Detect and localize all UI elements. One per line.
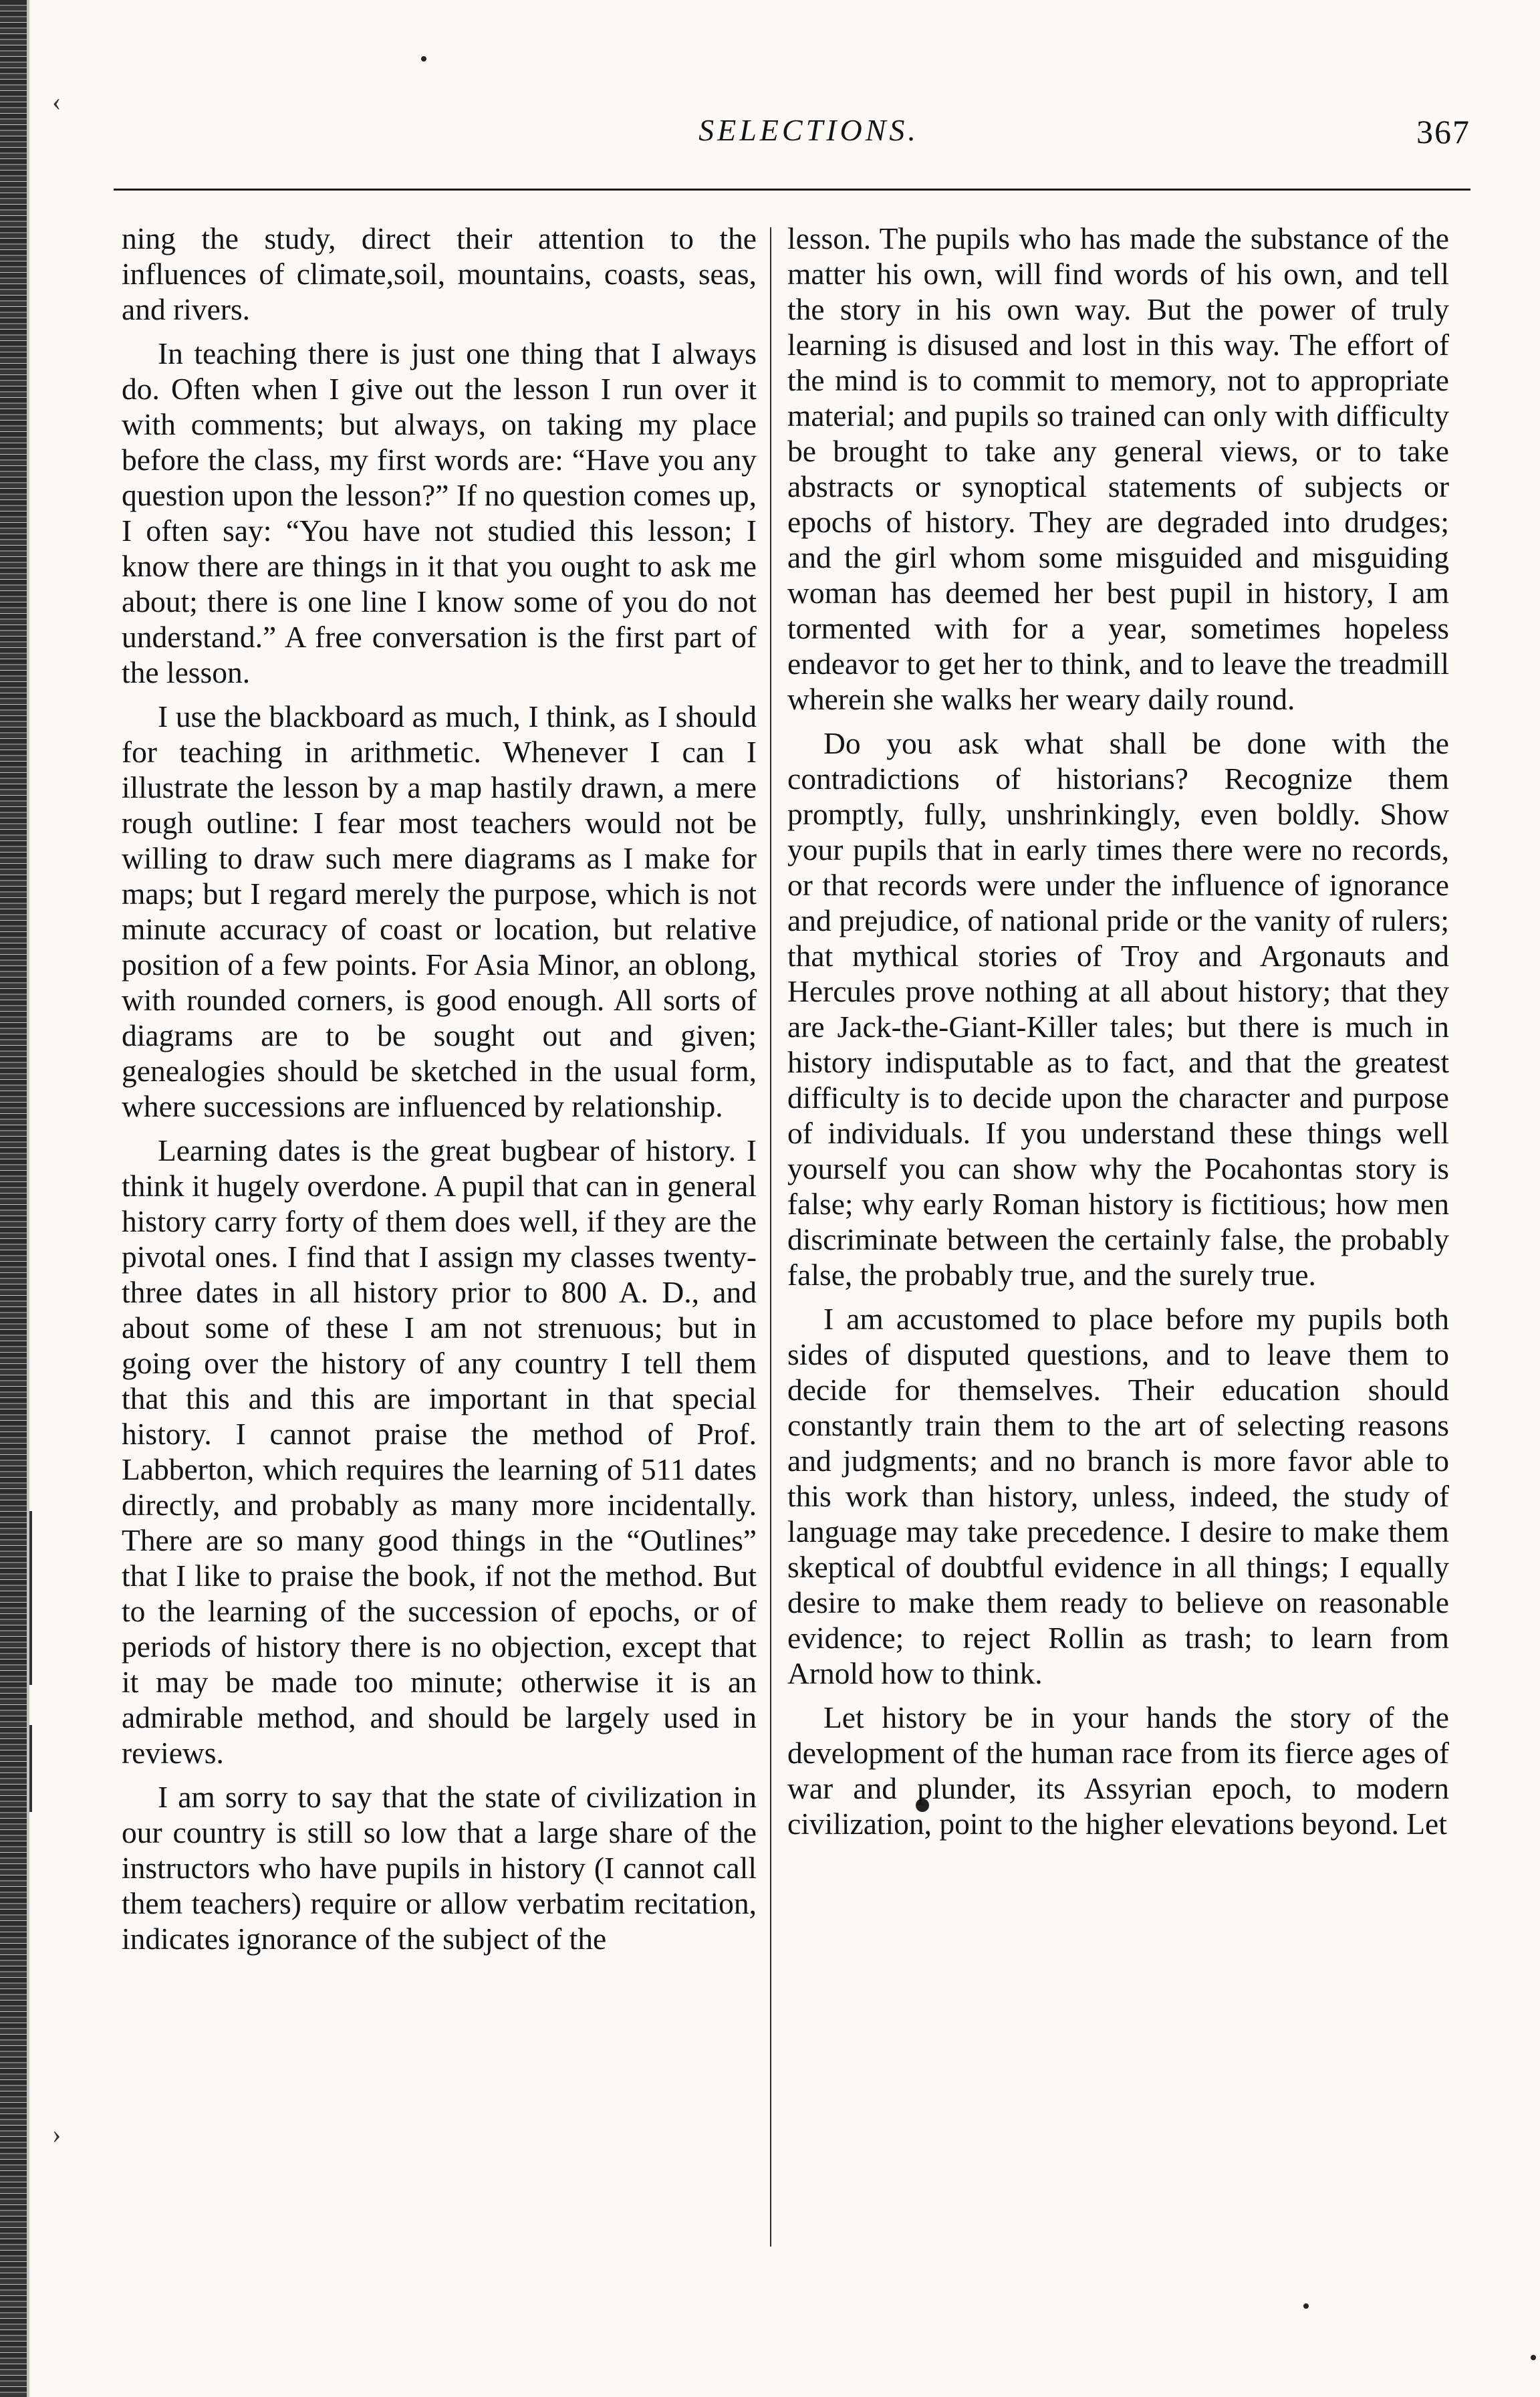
paragraph: In teaching there is just one thing that I always do. Often when I give out the lesson I run over it with comments; but always, on taking my place before the class, my first words are: “Have you any question upon the lesson?” If no question comes up, I often say: “You have not studied this lesson; I know there are things in it that you ought to ask me about; there is one line I know some of you do not understand.” A free conversation is the first part of the lesson. (122, 336, 757, 689)
paragraph: Learning dates is the great bugbear of history. I think it hugely overdone. A pupil that can in general history carry forty of them does well, if they are the pivotal ones. I find that I assign my classes twenty-three dates in all history prior to 800 A. D., and about some of these I am not strenuous; but in going over the history of any country I tell them that this and this are important in that special history. I cannot praise the method of Prof. Labberton, which requires the learning of 511 dates directly, and probably as many more incidentally. There are so many good things in the “Outlines” that I like to praise the book, if not the method. But to the learning of the succession of epochs, or of periods of history there is no objection, except that it may be made too minute; otherwise it is an admirable method, and should be largely used in reviews. (122, 1133, 757, 1770)
margin-bracket-mark: ‹ (52, 86, 61, 116)
print-speck (1531, 2355, 1536, 2360)
paragraph: ning the study, direct their attention to the influences of climate,soil, mountains, coasts, seas, and rivers. (122, 221, 757, 326)
print-speck (1303, 2303, 1309, 2309)
paragraph: I am sorry to say that the state of civilization in our country is still so low that a large share of the instructors who have pupils in history (I cannot call them teachers) require or allow verbatim recitation, indicates ignorance of the subject of the (122, 1780, 757, 1956)
header-rule (114, 189, 1470, 191)
column-divider (770, 227, 771, 2247)
margin-bar-mark (29, 1725, 32, 1812)
spine-shadow (27, 0, 29, 2397)
margin-bar-mark (29, 1511, 32, 1685)
running-head: SELECTIONS. (698, 113, 919, 147)
paragraph: lesson. The pupils who has made the substance of the matter his own, will find words of his own, and tell the story in his own way. But the power of truly learning is disused and lost in this way. The effort of the mind is to commit to memory, not to appropriate material; and pupils so trained can only with difficulty be brought to take any general views, or to take abstracts or synoptical statements of subjects or epochs of history. They are degraded into drudges; and the girl whom some misguided and misguiding woman has deemed her best pupil in history, I am tormented with for a year, sometimes hopeless endeavor to get her to think, and to leave the treadmill wherein she walks her weary daily round. (787, 221, 1449, 716)
paragraph: Do you ask what shall be done with the contradictions of historians? Recognize them promptly, fully, unshrinkingly, even boldly. Show your pupils that in early times there were no records, or that records were under the influence of ignorance and prejudice, of national pride or the vanity of rulers; that mythical stories of Troy and Argonauts and Hercules prove nothing at all about history; that they are Jack-the-Giant-Killer tales; but there is much in history indisputable as to fact, and that the greatest difficulty is to decide upon the character and purpose of individuals. If you understand these things well yourself you can show why the Pocahontas story is false; why early Roman history is fictitious; how men discriminate between the certainly false, the probably false, the probably true, and the surely true. (787, 726, 1449, 1292)
margin-bracket-mark: › (52, 2119, 61, 2149)
paragraph: I am accustomed to place before my pupils both sides of disputed questions, and to leave them to decide for themselves. Their education should constantly train them to the art of selecting reasons and judgments; and no branch is more favor able to this work than history, unless, indeed, the study of language may take precedence. I desire to make them skeptical of doubtful evidence in all things; I equally desire to make them ready to believe on reasonable evidence; to reject Rollin as trash; to learn from Arnold how to think. (787, 1302, 1449, 1690)
print-speck (421, 56, 426, 62)
book-spine-edge (0, 0, 27, 2397)
paragraph: I use the blackboard as much, I think, as I should for teaching in arithmetic. Whenever I can I illustrate the lesson by a map hastily drawn, a mere rough outline: I fear most teachers would not be willing to draw such mere diagrams as I make for maps; but I regard merely the purpose, which is not minute accuracy of coast or location, but relative position of a few points. For Asia Minor, an oblong, with rounded corners, is good enough. All sorts of diagrams are to be sought out and given; genealogies should be sketched in the usual form, where successions are influenced by relationship. (122, 699, 757, 1123)
left-column (122, 221, 757, 2267)
paragraph: Let history be in your hands the story of the development of the human race from its fierce ages of war and plunder, its Assyrian epoch, to modern civilization, point to the higher elevations beyond. Let (787, 1700, 1449, 1841)
right-column (787, 221, 1449, 2267)
page-number: 367 (1416, 113, 1470, 150)
page-header (114, 112, 1470, 166)
